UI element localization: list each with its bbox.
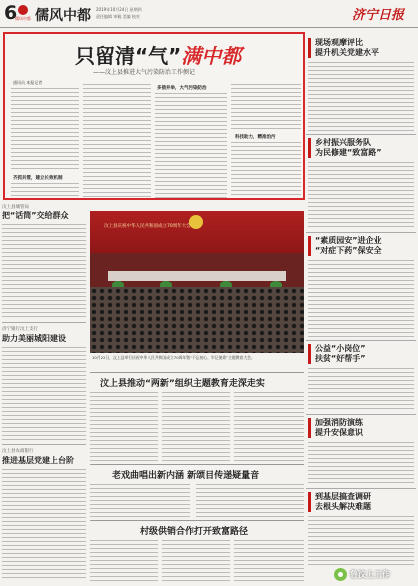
mid-head-3: 村级供销合作打开致富路径 xyxy=(140,527,249,537)
paper-name: 济宁日报 xyxy=(351,8,404,23)
photo-banner-text: 汶上县庆祝中华人民共和国成立70周年大会 xyxy=(104,224,191,229)
mid-divider-3 xyxy=(90,520,304,521)
mid-body-1b xyxy=(162,392,230,462)
lead-subtitle: ——汶上县推进大气污染防治工作侧记 xyxy=(93,69,196,76)
lead-column-3 xyxy=(155,93,227,198)
right-divider-2 xyxy=(306,232,416,233)
left-body-2 xyxy=(2,347,86,441)
mid-body-1a xyxy=(90,392,158,462)
lead-column-2 xyxy=(83,84,151,198)
mid-head-2: 老戏曲唱出新内涵 新颂目传递疑量音 xyxy=(112,471,260,481)
lead-subhead-2: 科技助力，精准治污 xyxy=(235,135,276,140)
mid-body-3c xyxy=(234,540,304,582)
photo-audience xyxy=(90,287,304,353)
right-head-1: 现场观摩评比 提升机关党建水平 xyxy=(308,38,379,58)
left-kicker-3: 汶上县农商银行 xyxy=(2,449,34,454)
left-body-3 xyxy=(2,469,86,581)
right-head-3: “素质园安”进企业 “对症下药”保安全 xyxy=(308,236,382,256)
right-divider-4 xyxy=(306,414,416,415)
mid-divider-2 xyxy=(90,464,304,465)
page-number: 6 xyxy=(4,2,18,24)
right-head-2: 乡村振兴服务队 为民修建“致富路” xyxy=(308,138,382,158)
lead-article xyxy=(3,32,305,200)
lead-byline: 通讯员 本报记者 xyxy=(13,80,43,85)
right-body-6 xyxy=(308,516,414,566)
section-logo-text: 儒风中都 xyxy=(15,16,31,21)
watermark-text: 鲁汶上工作 xyxy=(350,570,390,579)
masthead xyxy=(0,0,418,28)
right-divider-3 xyxy=(306,340,416,341)
mid-body-2b xyxy=(196,484,304,518)
lead-column-1b xyxy=(11,183,79,198)
lead-column-1 xyxy=(11,88,79,172)
right-body-4 xyxy=(308,368,414,412)
right-body-5 xyxy=(308,442,414,486)
lead-title xyxy=(75,40,241,69)
right-body-2 xyxy=(308,162,414,230)
issue-info: 2019年10月24日 星期四 责任编辑 审稿 美编 校对 xyxy=(96,7,142,19)
left-divider-2 xyxy=(2,444,86,445)
left-body-1 xyxy=(2,224,86,320)
watermark xyxy=(334,568,390,581)
left-head-2: 助力美丽城阳建设 xyxy=(2,334,66,343)
left-kicker-2: 济宁银行汶上支行 xyxy=(2,327,38,332)
lead-column-4b xyxy=(231,142,301,198)
mid-body-1c xyxy=(234,392,304,462)
lead-subhead-3: 齐抓共管，建立长效机制 xyxy=(13,176,63,181)
photo-podium-desk xyxy=(108,271,286,281)
right-head-4: 公益“小岗位” 扶贫“好帮手” xyxy=(308,344,366,364)
emblem-icon xyxy=(189,215,203,229)
left-divider-1 xyxy=(2,322,86,323)
left-head-1: 把“话筒”交给群众 xyxy=(2,211,69,220)
section-logo-icon xyxy=(18,5,28,15)
mid-divider-1 xyxy=(90,372,304,373)
lead-subhead-1: 多措并举，大气污染防治 xyxy=(157,86,207,91)
lead-column-4 xyxy=(231,84,301,130)
section-name: 儒风中都 xyxy=(35,8,91,24)
lead-title-highlight: 满中都 xyxy=(181,44,242,68)
photo-banner xyxy=(90,211,304,253)
wechat-icon xyxy=(334,568,347,581)
lead-title-prefix: 只留清“气” xyxy=(75,44,182,68)
conference-photo xyxy=(90,211,304,353)
mid-head-1: 汶上县推动“两新”组织主题教育走深走实 xyxy=(100,379,265,389)
photo-caption: 10月22日，汶上县举行庆祝中华人民共和国成立70周年暨“不忘初心、牢记使命”主题教育大会。 xyxy=(92,355,255,360)
left-kicker-1: 汶上县城管局 xyxy=(2,205,29,210)
right-body-1 xyxy=(308,62,414,132)
right-head-6: 到基层搞查调研 去根头解决难题 xyxy=(308,492,371,512)
left-head-3: 推进基层党建上台阶 xyxy=(2,456,74,465)
right-divider-1 xyxy=(306,134,416,135)
right-divider-5 xyxy=(306,488,416,489)
mid-body-2a xyxy=(90,484,190,518)
mid-body-3a xyxy=(90,540,158,582)
right-head-5: 加强消防演练 提升安保意识 xyxy=(308,418,363,438)
right-body-3 xyxy=(308,260,414,338)
mid-body-3b xyxy=(162,540,230,582)
